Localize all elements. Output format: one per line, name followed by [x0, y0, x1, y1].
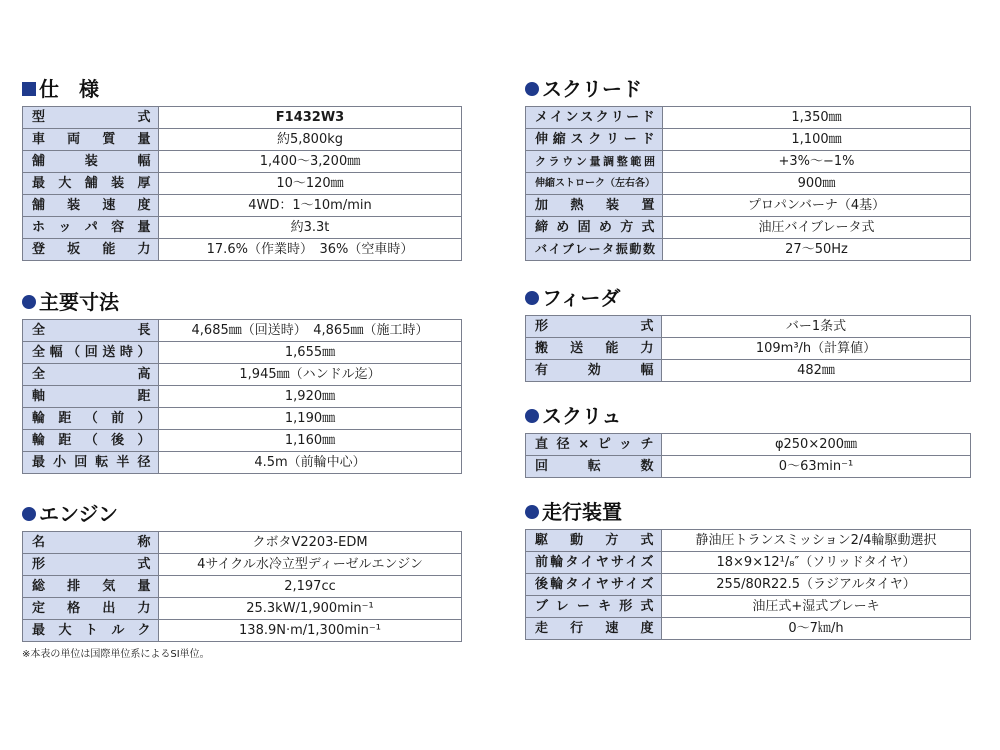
table-row [526, 552, 971, 574]
section-screw [525, 403, 971, 478]
section-screed [525, 76, 971, 261]
row-label: 最大舗装厚 [23, 173, 159, 195]
table-row [23, 195, 462, 217]
table-row [23, 576, 462, 598]
footnote: ※本表の単位は国際単位系によるSI単位。 [22, 649, 210, 660]
screed-table [525, 106, 971, 261]
row-label: クラウン量調整範囲 [526, 151, 663, 173]
table-row [23, 342, 462, 364]
row-value: 109m³/h（計算値） [662, 338, 971, 360]
table-row [23, 239, 462, 261]
row-label: 直径×ピッチ [526, 434, 662, 456]
row-value: φ250×200㎜ [662, 434, 971, 456]
row-label: 最小回転半径 [23, 452, 159, 474]
row-value: 1,655㎜ [159, 342, 462, 364]
circle-bullet-icon [22, 507, 36, 521]
row-label: 駆動方式 [526, 530, 662, 552]
table-row [526, 173, 971, 195]
dimensions-table [22, 319, 462, 474]
row-value: 0〜7㎞/h [662, 618, 971, 640]
section-feeder [525, 285, 971, 382]
section-title: 仕 様 [39, 77, 99, 101]
table-row [23, 386, 462, 408]
row-value: 25.3kW/1,900min⁻¹ [159, 598, 462, 620]
row-label: 加熱装置 [526, 195, 663, 217]
row-label: 全高 [23, 364, 159, 386]
row-label: 走行速度 [526, 618, 662, 640]
table-row [526, 596, 971, 618]
table-row [526, 217, 971, 239]
row-value: 1,350㎜ [663, 107, 971, 129]
table-row [526, 107, 971, 129]
table-row [23, 173, 462, 195]
row-label: 全長 [23, 320, 159, 342]
row-value: 900㎜ [663, 173, 971, 195]
table-row [526, 360, 971, 382]
square-bullet-icon [22, 82, 36, 96]
row-label: 輪距（後） [23, 430, 159, 452]
row-value: 0〜63min⁻¹ [662, 456, 971, 478]
table-row [23, 430, 462, 452]
row-label: 形式 [526, 316, 662, 338]
table-row [526, 530, 971, 552]
row-label: メインスクリード [526, 107, 663, 129]
table-row [23, 532, 462, 554]
row-value: 1,190㎜ [159, 408, 462, 430]
row-label: 形式 [23, 554, 159, 576]
row-value: 1,100㎜ [663, 129, 971, 151]
row-label: 締め固め方式 [526, 217, 663, 239]
section-title: エンジン [39, 502, 118, 526]
row-label: 最大トルク [23, 620, 159, 642]
row-label: 舗装幅 [23, 151, 159, 173]
section-title: 走行装置 [542, 500, 622, 524]
row-value: 27〜50Hz [663, 239, 971, 261]
row-value: 4サイクル水冷立型ディーゼルエンジン [159, 554, 462, 576]
row-value: 138.9N·m/1,300min⁻¹ [159, 620, 462, 642]
row-label: 定格出力 [23, 598, 159, 620]
row-value: 4WD：1〜10m/min [159, 195, 462, 217]
feeder-table [525, 315, 971, 382]
table-row [23, 408, 462, 430]
table-row [526, 151, 971, 173]
row-label: 軸距 [23, 386, 159, 408]
circle-bullet-icon [525, 505, 539, 519]
row-value: プロパンバーナ（4基） [663, 195, 971, 217]
section-title: フィーダ [542, 286, 621, 310]
row-value: 約3.3t [159, 217, 462, 239]
section-engine [22, 501, 462, 642]
table-row [526, 316, 971, 338]
table-row [526, 129, 971, 151]
row-label: 伸縮スクリード [526, 129, 663, 151]
row-value: 10〜120㎜ [159, 173, 462, 195]
table-row [526, 338, 971, 360]
section-travel [525, 499, 971, 640]
row-label: 車両質量 [23, 129, 159, 151]
row-label: 有効幅 [526, 360, 662, 382]
travel-table [525, 529, 971, 640]
table-row [23, 554, 462, 576]
row-value: 1,945㎜（ハンドル迄） [159, 364, 462, 386]
row-label: 名称 [23, 532, 159, 554]
table-row [23, 151, 462, 173]
table-row [526, 195, 971, 217]
table-row [526, 618, 971, 640]
table-row [526, 456, 971, 478]
section-spec [22, 76, 462, 261]
table-row [23, 364, 462, 386]
row-value: バー1条式 [662, 316, 971, 338]
row-value: 1,920㎜ [159, 386, 462, 408]
table-row [23, 320, 462, 342]
row-value: 約5,800kg [159, 129, 462, 151]
table-row [526, 434, 971, 456]
row-label: 回転数 [526, 456, 662, 478]
row-label: 型式 [23, 107, 159, 129]
circle-bullet-icon [525, 82, 539, 96]
row-value: F1432W3 [159, 107, 462, 129]
row-value: 油圧式+湿式ブレーキ [662, 596, 971, 618]
section-dimensions [22, 289, 462, 474]
row-value: 2,197cc [159, 576, 462, 598]
row-label: バイブレータ振動数 [526, 239, 663, 261]
row-label: 前輪タイヤサイズ [526, 552, 662, 574]
table-row [23, 598, 462, 620]
row-label: 全幅（回送時） [23, 342, 159, 364]
table-row [23, 620, 462, 642]
row-label: ブレーキ形式 [526, 596, 662, 618]
row-value: 4,685㎜（回送時） 4,865㎜（施工時） [159, 320, 462, 342]
row-label: 搬送能力 [526, 338, 662, 360]
table-row [526, 239, 971, 261]
row-label: 登坂能力 [23, 239, 159, 261]
section-title: 主要寸法 [39, 290, 119, 314]
row-value: 482㎜ [662, 360, 971, 382]
engine-table [22, 531, 462, 642]
circle-bullet-icon [525, 409, 539, 423]
row-value: 1,160㎜ [159, 430, 462, 452]
row-value: 18×9×12¹/₈″（ソリッドタイヤ） [662, 552, 971, 574]
row-value: 4.5m（前輪中心） [159, 452, 462, 474]
table-row [23, 129, 462, 151]
section-title: スクリュ [542, 404, 622, 428]
row-value: +3%〜−1% [663, 151, 971, 173]
row-label: 輪距（前） [23, 408, 159, 430]
row-label: 舗装速度 [23, 195, 159, 217]
table-row [23, 217, 462, 239]
circle-bullet-icon [22, 295, 36, 309]
row-value: 油圧バイブレータ式 [663, 217, 971, 239]
row-label: 後輪タイヤサイズ [526, 574, 662, 596]
table-row [23, 107, 462, 129]
table-row [526, 574, 971, 596]
row-value: 255/80R22.5（ラジアルタイヤ） [662, 574, 971, 596]
section-title: スクリード [542, 77, 642, 101]
row-value: 1,400〜3,200㎜ [159, 151, 462, 173]
circle-bullet-icon [525, 291, 539, 305]
row-label: 伸縮ストローク（左右各） [526, 173, 663, 195]
screw-table [525, 433, 971, 478]
row-value: 静油圧トランスミッション2/4輪駆動選択 [662, 530, 971, 552]
row-value: 17.6%（作業時） 36%（空車時） [159, 239, 462, 261]
row-label: 総排気量 [23, 576, 159, 598]
row-label: ホッパ容量 [23, 217, 159, 239]
row-value: クボタV2203-EDM [159, 532, 462, 554]
spec-table [22, 106, 462, 261]
table-row [23, 452, 462, 474]
